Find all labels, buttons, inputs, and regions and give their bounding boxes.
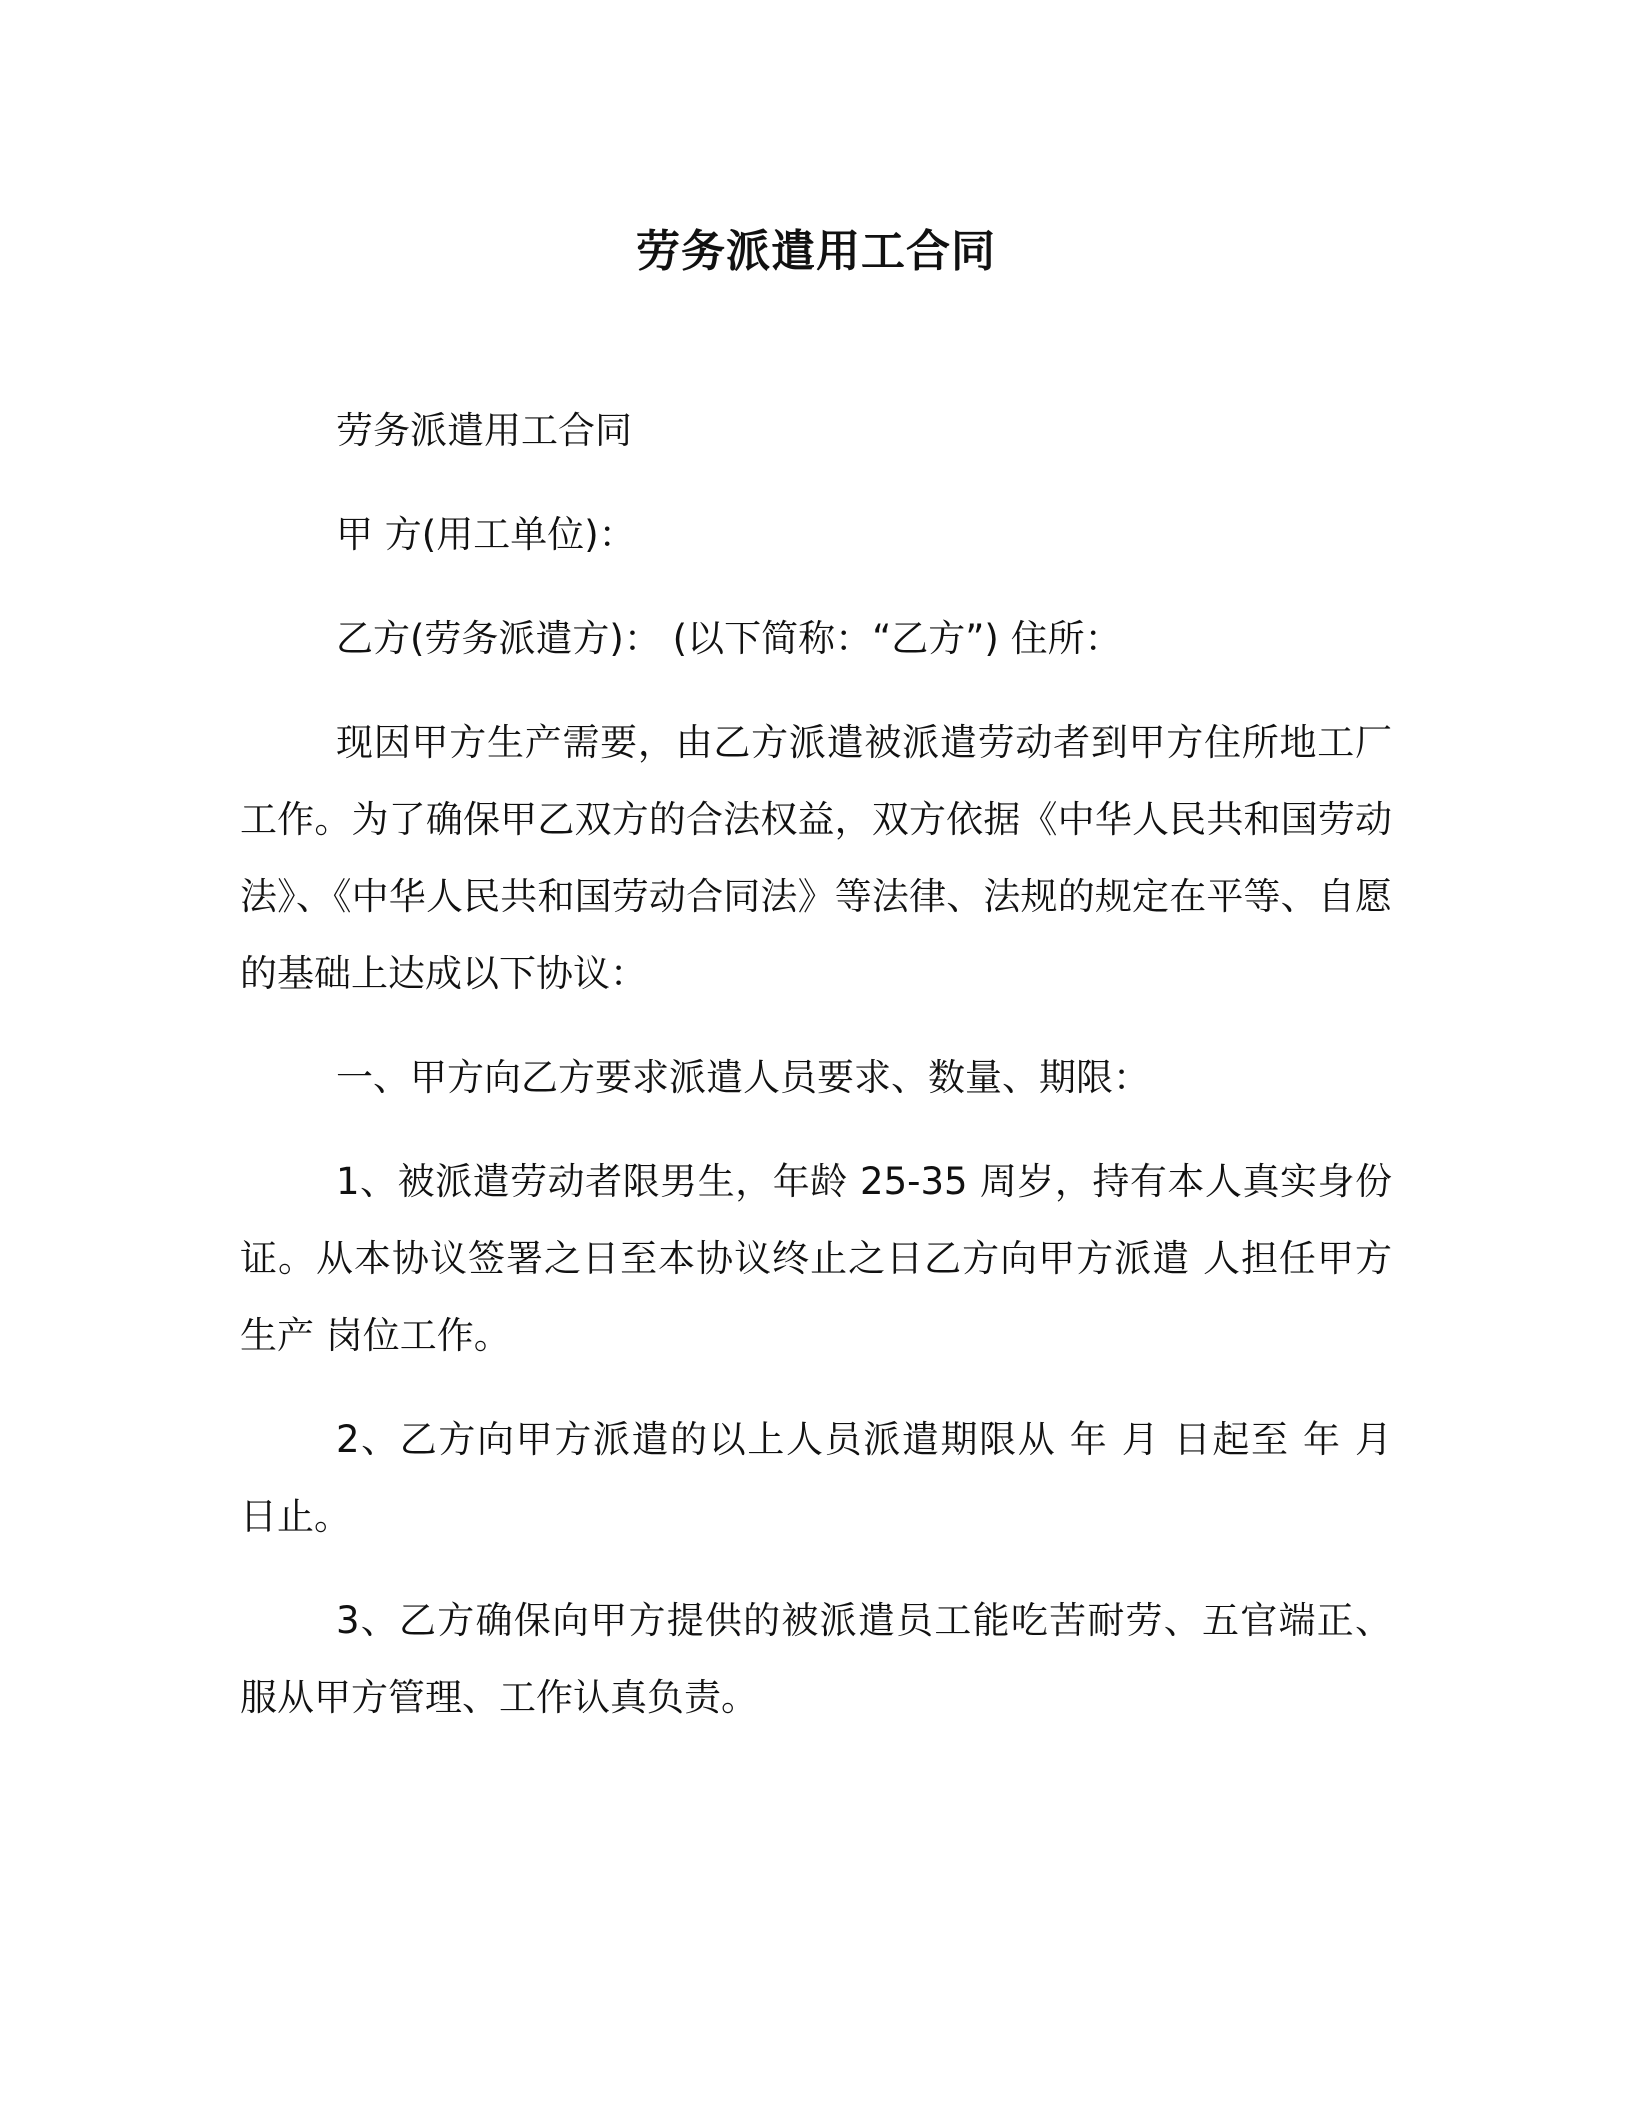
paragraph-clause-3: 3、乙方确保向甲方提供的被派遣员工能吃苦耐劳、五官端正、服从甲方管理、工作认真负责。 (240, 1599, 1392, 1719)
document-body (240, 392, 1392, 1763)
paragraph-clause-2: 2、乙方向甲方派遣的以上人员派遣期限从 年 月 日起至 年 月 日止。 (240, 1418, 1392, 1538)
paragraph-party-a: 甲 方(用工单位)： (336, 513, 636, 556)
document-title: 劳务派遣用工合同 (636, 226, 996, 277)
paragraph-preamble: 现因甲方生产需要，由乙方派遣被派遣劳动者到甲方住所地工厂工作。为了确保甲乙双方的合法权益，双方依据《中华人民共和国劳动法》、《中华人民共和国劳动合同法》等法律、法规的规定在平等、自愿的基础上达成以下协议： (240, 721, 1392, 995)
paragraph-heading: 劳务派遣用工合同 (336, 409, 632, 452)
paragraph-section-1: 一、甲方向乙方要求派遣人员要求、数量、期限： (336, 1056, 1150, 1099)
paragraph-clause-1: 1、被派遣劳动者限男生，年龄 25-35 周岁，持有本人真实身份证。从本协议签署之日至本协议终止之日乙方向甲方派遣 人担任甲方生产 岗位工作。 (240, 1160, 1392, 1357)
paragraph-party-b: 乙方(劳务派遣方)： (以下简称：“乙方”) 住所： (336, 617, 1122, 660)
